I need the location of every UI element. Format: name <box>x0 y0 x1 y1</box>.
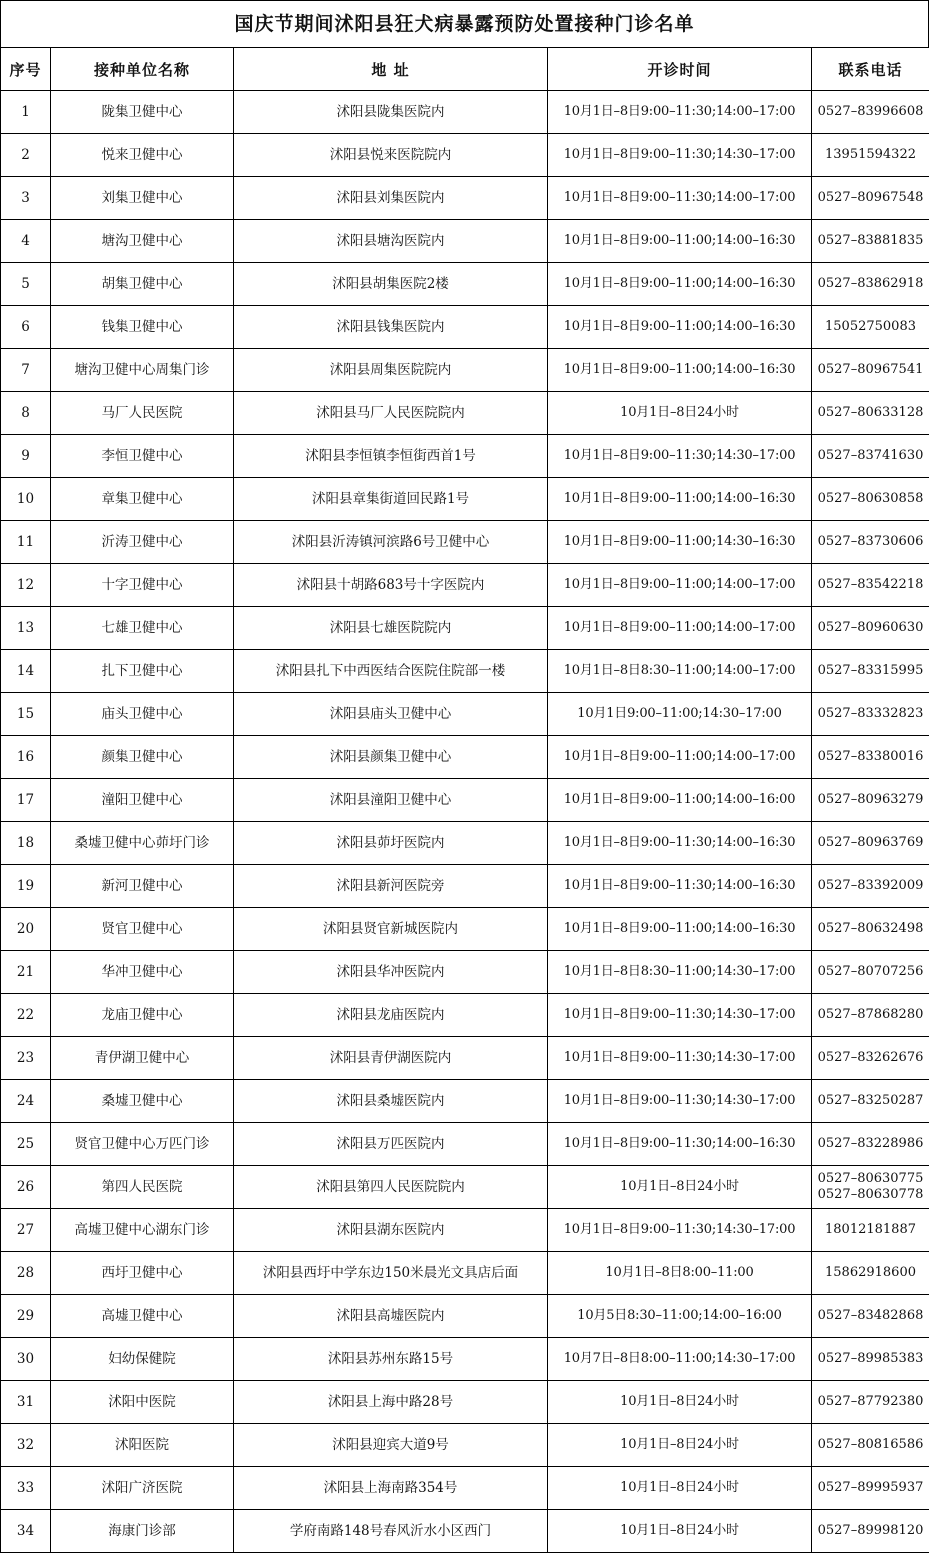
cell-name: 沂涛卫健中心 <box>51 521 234 564</box>
cell-name: 章集卫健中心 <box>51 478 234 521</box>
phone-number: 0527–83315995 <box>812 663 929 679</box>
cell-index: 14 <box>1 650 51 693</box>
cell-phone <box>812 1123 929 1166</box>
phone-number: 0527–83482868 <box>812 1308 929 1324</box>
cell-hours: 10月1日–8日9:00–11:30;14:30–17:00 <box>548 435 812 478</box>
cell-address: 沭阳县陇集医院内 <box>234 91 548 134</box>
cell-name: 潼阳卫健中心 <box>51 779 234 822</box>
cell-name: 华冲卫健中心 <box>51 951 234 994</box>
cell-hours: 10月1日–8日9:00–11:00;14:00–16:30 <box>548 306 812 349</box>
cell-index: 26 <box>1 1166 51 1209</box>
table-row <box>1 1037 929 1080</box>
table-row <box>1 392 929 435</box>
cell-phone <box>812 908 929 951</box>
cell-name: 颜集卫健中心 <box>51 736 234 779</box>
cell-hours: 10月1日–8日24小时 <box>548 1467 812 1510</box>
cell-index: 4 <box>1 220 51 263</box>
cell-address: 沭阳县扎下中西医结合医院住院部一楼 <box>234 650 548 693</box>
cell-index: 7 <box>1 349 51 392</box>
cell-phone <box>812 994 929 1037</box>
cell-hours: 10月5日8:30–11:00;14:00–16:00 <box>548 1295 812 1338</box>
cell-phone <box>812 650 929 693</box>
cell-hours: 10月1日–8日8:30–11:00;14:30–17:00 <box>548 951 812 994</box>
cell-index: 5 <box>1 263 51 306</box>
phone-number: 0527–83380016 <box>812 749 929 765</box>
phone-number: 0527–83250287 <box>812 1093 929 1109</box>
cell-address: 沭阳县湖东医院内 <box>234 1209 548 1252</box>
cell-phone <box>812 1209 929 1252</box>
cell-address: 沭阳县上海南路354号 <box>234 1467 548 1510</box>
header-address: 地 址 <box>234 48 548 91</box>
table-row <box>1 1123 929 1166</box>
phone-number: 0527–83228986 <box>812 1136 929 1152</box>
cell-name: 陇集卫健中心 <box>51 91 234 134</box>
table-row <box>1 994 929 1037</box>
table-row <box>1 1209 929 1252</box>
header-hours: 开诊时间 <box>548 48 812 91</box>
cell-phone <box>812 392 929 435</box>
cell-name: 贤官卫健中心万匹门诊 <box>51 1123 234 1166</box>
table-row <box>1 306 929 349</box>
cell-index: 27 <box>1 1209 51 1252</box>
cell-index: 8 <box>1 392 51 435</box>
cell-phone <box>812 220 929 263</box>
cell-address: 沭阳县沂涛镇河滨路6号卫健中心 <box>234 521 548 564</box>
table-row <box>1 1381 929 1424</box>
table-row <box>1 607 929 650</box>
phone-number: 15862918600 <box>812 1265 929 1281</box>
cell-address: 沭阳县李恒镇李恒街西首1号 <box>234 435 548 478</box>
cell-hours: 10月1日–8日9:00–11:00;14:00–16:30 <box>548 478 812 521</box>
table-row <box>1 1424 929 1467</box>
cell-name: 庙头卫健中心 <box>51 693 234 736</box>
cell-hours: 10月1日–8日9:00–11:00;14:00–16:30 <box>548 908 812 951</box>
clinic-table <box>0 47 929 1553</box>
cell-hours: 10月1日–8日9:00–11:00;14:00–17:00 <box>548 736 812 779</box>
cell-hours: 10月1日–8日9:00–11:00;14:00–17:00 <box>548 607 812 650</box>
table-row <box>1 693 929 736</box>
cell-index: 1 <box>1 91 51 134</box>
cell-name: 龙庙卫健中心 <box>51 994 234 1037</box>
cell-hours: 10月1日–8日9:00–11:30;14:00–16:30 <box>548 822 812 865</box>
cell-phone <box>812 564 929 607</box>
cell-phone <box>812 349 929 392</box>
table-row <box>1 220 929 263</box>
header-name: 接种单位名称 <box>51 48 234 91</box>
cell-address: 沭阳县万匹医院内 <box>234 1123 548 1166</box>
phone-number: 0527–89995937 <box>812 1480 929 1496</box>
document-title: 国庆节期间沭阳县狂犬病暴露预防处置接种门诊名单 <box>0 0 929 47</box>
cell-phone <box>812 1467 929 1510</box>
table-body <box>1 91 929 1553</box>
cell-index: 18 <box>1 822 51 865</box>
phone-number: 0527–80630775 <box>812 1171 929 1187</box>
phone-number: 0527–80967548 <box>812 190 929 206</box>
cell-phone <box>812 1338 929 1381</box>
phone-number: 0527–87792380 <box>812 1394 929 1410</box>
cell-phone <box>812 607 929 650</box>
cell-index: 34 <box>1 1510 51 1553</box>
cell-hours: 10月1日–8日9:00–11:30;14:30–17:00 <box>548 1209 812 1252</box>
phone-number: 18012181887 <box>812 1222 929 1238</box>
cell-address: 沭阳县华冲医院内 <box>234 951 548 994</box>
cell-index: 11 <box>1 521 51 564</box>
table-header-row <box>1 48 929 91</box>
phone-number: 0527–80630778 <box>812 1187 929 1203</box>
cell-phone <box>812 822 929 865</box>
cell-address: 沭阳县西圩中学东边150米晨光文具店后面 <box>234 1252 548 1295</box>
cell-name: 西圩卫健中心 <box>51 1252 234 1295</box>
table-row <box>1 521 929 564</box>
cell-name: 海康门诊部 <box>51 1510 234 1553</box>
cell-address: 沭阳县上海中路28号 <box>234 1381 548 1424</box>
cell-address: 学府南路148号春风沂水小区西门 <box>234 1510 548 1553</box>
cell-address: 沭阳县胡集医院2楼 <box>234 263 548 306</box>
cell-hours: 10月1日–8日9:00–11:00;14:00–16:30 <box>548 220 812 263</box>
table-row <box>1 1338 929 1381</box>
phone-number: 0527–80630858 <box>812 491 929 507</box>
phone-number: 0527–80967541 <box>812 362 929 378</box>
phone-number: 0527–83730606 <box>812 534 929 550</box>
cell-name: 塘沟卫健中心 <box>51 220 234 263</box>
phone-number: 0527–83741630 <box>812 448 929 464</box>
cell-hours: 10月1日–8日9:00–11:30;14:00–17:00 <box>548 177 812 220</box>
table-row <box>1 478 929 521</box>
cell-index: 21 <box>1 951 51 994</box>
table-row <box>1 1295 929 1338</box>
cell-index: 9 <box>1 435 51 478</box>
cell-hours: 10月1日–8日9:00–11:30;14:00–17:00 <box>548 91 812 134</box>
cell-hours: 10月1日–8日9:00–11:30;14:30–17:00 <box>548 994 812 1037</box>
cell-hours: 10月1日–8日9:00–11:00;14:00–17:00 <box>548 564 812 607</box>
cell-phone <box>812 693 929 736</box>
phone-number: 0527–83542218 <box>812 577 929 593</box>
cell-name: 沭阳中医院 <box>51 1381 234 1424</box>
cell-address: 沭阳县章集街道回民路1号 <box>234 478 548 521</box>
cell-name: 第四人民医院 <box>51 1166 234 1209</box>
cell-hours: 10月1日–8日9:00–11:00;14:00–16:30 <box>548 349 812 392</box>
table-row <box>1 349 929 392</box>
table-row <box>1 435 929 478</box>
cell-phone <box>812 951 929 994</box>
table-row <box>1 91 929 134</box>
cell-name: 扎下卫健中心 <box>51 650 234 693</box>
table-row <box>1 134 929 177</box>
cell-name: 新河卫健中心 <box>51 865 234 908</box>
cell-phone <box>812 1295 929 1338</box>
cell-index: 20 <box>1 908 51 951</box>
cell-hours: 10月1日–8日24小时 <box>548 392 812 435</box>
phone-number: 0527–83332823 <box>812 706 929 722</box>
table-row <box>1 865 929 908</box>
cell-address: 沭阳县茆圩医院内 <box>234 822 548 865</box>
cell-phone <box>812 1381 929 1424</box>
cell-address: 沭阳县第四人民医院院内 <box>234 1166 548 1209</box>
cell-index: 22 <box>1 994 51 1037</box>
cell-phone <box>812 177 929 220</box>
cell-hours: 10月7日–8日8:00–11:00;14:30–17:00 <box>548 1338 812 1381</box>
phone-number: 13951594322 <box>812 147 929 163</box>
cell-hours: 10月1日–8日9:00–11:00;14:30–16:30 <box>548 521 812 564</box>
cell-index: 13 <box>1 607 51 650</box>
table-row <box>1 1510 929 1553</box>
cell-hours: 10月1日–8日24小时 <box>548 1166 812 1209</box>
cell-name: 刘集卫健中心 <box>51 177 234 220</box>
cell-index: 23 <box>1 1037 51 1080</box>
cell-address: 沭阳县桑墟医院内 <box>234 1080 548 1123</box>
cell-phone <box>812 521 929 564</box>
table-row <box>1 951 929 994</box>
cell-phone <box>812 478 929 521</box>
cell-address: 沭阳县悦来医院院内 <box>234 134 548 177</box>
cell-phone <box>812 1510 929 1553</box>
table-row <box>1 650 929 693</box>
cell-name: 悦来卫健中心 <box>51 134 234 177</box>
cell-index: 19 <box>1 865 51 908</box>
phone-number: 0527–87868280 <box>812 1007 929 1023</box>
phone-number: 0527–80963279 <box>812 792 929 808</box>
table-row <box>1 1467 929 1510</box>
cell-index: 25 <box>1 1123 51 1166</box>
cell-name: 高墟卫健中心 <box>51 1295 234 1338</box>
cell-index: 6 <box>1 306 51 349</box>
header-phone: 联系电话 <box>812 48 929 91</box>
cell-hours: 10月1日–8日8:30–11:00;14:00–17:00 <box>548 650 812 693</box>
cell-hours: 10月1日9:00–11:00;14:30–17:00 <box>548 693 812 736</box>
cell-address: 沭阳县高墟医院内 <box>234 1295 548 1338</box>
cell-address: 沭阳县七雄医院院内 <box>234 607 548 650</box>
table-row <box>1 1252 929 1295</box>
phone-number: 0527–80960630 <box>812 620 929 636</box>
phone-number: 0527–80707256 <box>812 964 929 980</box>
cell-name: 青伊湖卫健中心 <box>51 1037 234 1080</box>
table-row <box>1 1080 929 1123</box>
table-row <box>1 779 929 822</box>
cell-phone <box>812 263 929 306</box>
cell-phone <box>812 134 929 177</box>
cell-index: 30 <box>1 1338 51 1381</box>
phone-number: 0527–80633128 <box>812 405 929 421</box>
cell-phone <box>812 1424 929 1467</box>
cell-name: 七雄卫健中心 <box>51 607 234 650</box>
cell-hours: 10月1日–8日9:00–11:30;14:30–17:00 <box>548 1037 812 1080</box>
cell-index: 32 <box>1 1424 51 1467</box>
cell-name: 妇幼保健院 <box>51 1338 234 1381</box>
cell-hours: 10月1日–8日9:00–11:30;14:30–17:00 <box>548 1080 812 1123</box>
cell-hours: 10月1日–8日8:00–11:00 <box>548 1252 812 1295</box>
header-index: 序号 <box>1 48 51 91</box>
cell-name: 沭阳医院 <box>51 1424 234 1467</box>
cell-index: 17 <box>1 779 51 822</box>
cell-phone <box>812 1037 929 1080</box>
cell-address: 沭阳县马厂人民医院院内 <box>234 392 548 435</box>
table-row <box>1 908 929 951</box>
table-row <box>1 736 929 779</box>
cell-index: 31 <box>1 1381 51 1424</box>
cell-hours: 10月1日–8日9:00–11:00;14:00–16:30 <box>548 263 812 306</box>
cell-address: 沭阳县龙庙医院内 <box>234 994 548 1037</box>
phone-number: 0527–83262676 <box>812 1050 929 1066</box>
cell-address: 沭阳县十胡路683号十字医院内 <box>234 564 548 607</box>
cell-address: 沭阳县刘集医院内 <box>234 177 548 220</box>
cell-address: 沭阳县苏州东路15号 <box>234 1338 548 1381</box>
cell-phone <box>812 1080 929 1123</box>
cell-phone <box>812 91 929 134</box>
phone-number: 0527–80632498 <box>812 921 929 937</box>
cell-name: 塘沟卫健中心周集门诊 <box>51 349 234 392</box>
table-row <box>1 1166 929 1209</box>
cell-phone <box>812 306 929 349</box>
cell-address: 沭阳县庙头卫健中心 <box>234 693 548 736</box>
cell-hours: 10月1日–8日24小时 <box>548 1381 812 1424</box>
phone-number: 0527–83881835 <box>812 233 929 249</box>
cell-hours: 10月1日–8日9:00–11:30;14:00–16:30 <box>548 865 812 908</box>
cell-hours: 10月1日–8日9:00–11:30;14:00–16:30 <box>548 1123 812 1166</box>
cell-phone <box>812 779 929 822</box>
cell-index: 15 <box>1 693 51 736</box>
cell-address: 沭阳县贤官新城医院内 <box>234 908 548 951</box>
cell-hours: 10月1日–8日9:00–11:00;14:00–16:00 <box>548 779 812 822</box>
cell-index: 10 <box>1 478 51 521</box>
cell-index: 33 <box>1 1467 51 1510</box>
cell-address: 沭阳县周集医院院内 <box>234 349 548 392</box>
cell-phone <box>812 865 929 908</box>
phone-number: 0527–83996608 <box>812 104 929 120</box>
cell-address: 沭阳县迎宾大道9号 <box>234 1424 548 1467</box>
cell-index: 12 <box>1 564 51 607</box>
cell-name: 桑墟卫健中心 <box>51 1080 234 1123</box>
cell-index: 28 <box>1 1252 51 1295</box>
phone-number: 0527–89998120 <box>812 1523 929 1539</box>
cell-name: 桑墟卫健中心茆圩门诊 <box>51 822 234 865</box>
cell-hours: 10月1日–8日9:00–11:30;14:30–17:00 <box>548 134 812 177</box>
cell-phone <box>812 435 929 478</box>
table-row <box>1 177 929 220</box>
cell-address: 沭阳县钱集医院内 <box>234 306 548 349</box>
cell-index: 24 <box>1 1080 51 1123</box>
cell-phone <box>812 1166 929 1209</box>
phone-number: 0527–80816586 <box>812 1437 929 1453</box>
cell-index: 2 <box>1 134 51 177</box>
table-row <box>1 263 929 306</box>
table-row <box>1 822 929 865</box>
cell-name: 马厂人民医院 <box>51 392 234 435</box>
phone-number: 0527–89985383 <box>812 1351 929 1367</box>
cell-name: 十字卫健中心 <box>51 564 234 607</box>
cell-address: 沭阳县潼阳卫健中心 <box>234 779 548 822</box>
table-row <box>1 564 929 607</box>
cell-name: 钱集卫健中心 <box>51 306 234 349</box>
cell-hours: 10月1日–8日24小时 <box>548 1510 812 1553</box>
cell-address: 沭阳县塘沟医院内 <box>234 220 548 263</box>
phone-number: 0527–83862918 <box>812 276 929 292</box>
phone-number: 15052750083 <box>812 319 929 335</box>
cell-hours: 10月1日–8日24小时 <box>548 1424 812 1467</box>
cell-name: 李恒卫健中心 <box>51 435 234 478</box>
cell-name: 胡集卫健中心 <box>51 263 234 306</box>
cell-address: 沭阳县新河医院旁 <box>234 865 548 908</box>
cell-index: 3 <box>1 177 51 220</box>
cell-index: 16 <box>1 736 51 779</box>
cell-address: 沭阳县青伊湖医院内 <box>234 1037 548 1080</box>
cell-name: 贤官卫健中心 <box>51 908 234 951</box>
phone-number: 0527–80963769 <box>812 835 929 851</box>
phone-number: 0527–83392009 <box>812 878 929 894</box>
cell-address: 沭阳县颜集卫健中心 <box>234 736 548 779</box>
cell-name: 沭阳广济医院 <box>51 1467 234 1510</box>
cell-name: 高墟卫健中心湖东门诊 <box>51 1209 234 1252</box>
cell-phone <box>812 1252 929 1295</box>
cell-index: 29 <box>1 1295 51 1338</box>
cell-phone <box>812 736 929 779</box>
